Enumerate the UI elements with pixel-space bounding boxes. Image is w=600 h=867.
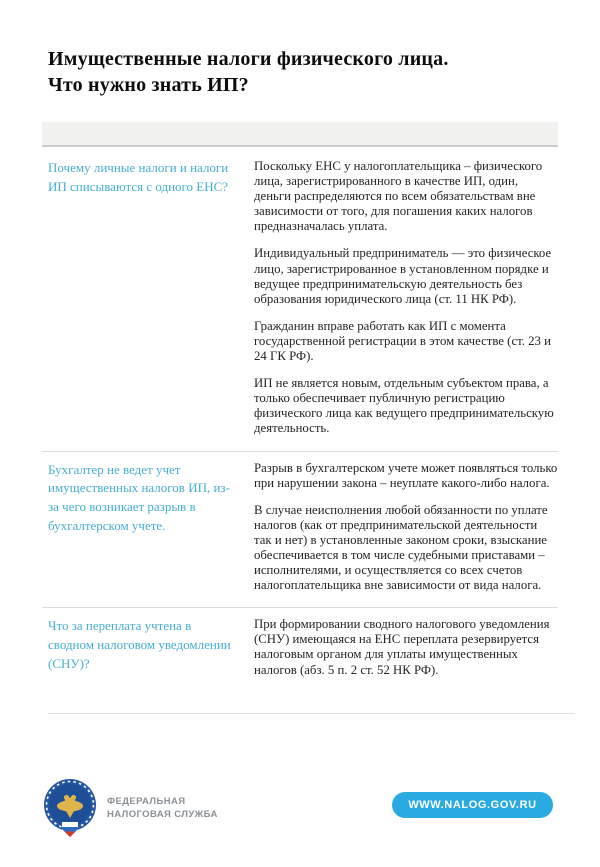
- header-bar: [42, 122, 558, 147]
- qa-row-3: [42, 607, 558, 691]
- page-title-line1: Имущественные налоги физического лица.: [48, 48, 449, 70]
- answer-2-paragraph-1: Разрыв в бухгалтерском учете может появляться только при нарушении закона – неуплате какого-либо налога.: [254, 460, 558, 490]
- answer-2-paragraph-2: В случае неисполнения любой обязанности по уплате налогов (как от предпринимательской деятельности так и нет) в установленные законом сроки, взыскание обеспечивается в том числе судебными приставами – исполнителями, и осуществляется со всех счетов налогоплательщика вне зависимости от вида налога.: [254, 502, 548, 593]
- page-title: [48, 46, 548, 98]
- fns-emblem-icon: [43, 778, 99, 840]
- answer-1-paragraph-2: Индивидуальный предприниматель — это физическое лицо, зарегистрированное в установленном порядке и ведущее предпринимательскую деятельность без образования юридического лица (ст. 11 НК РФ).: [254, 246, 552, 306]
- qa-row-1: [42, 150, 558, 451]
- website-link-button[interactable]: WWW.NALOG.GOV.RU: [392, 792, 553, 818]
- answer-3: [254, 617, 558, 677]
- question-1: Почему личные налоги и налоги ИП списываются с одного ЕНС?: [48, 160, 229, 194]
- question-3: Что за переплата учтена в сводном налоговом уведомлении (СНУ)?: [48, 618, 231, 671]
- answer-1: [254, 159, 558, 437]
- agency-name: [107, 796, 218, 822]
- agency-name-line2: НАЛОГОВАЯ СЛУЖБА: [107, 808, 218, 820]
- agency-name-line1: ФЕДЕРАЛЬНАЯ: [107, 796, 186, 807]
- page-title-line2: Что нужно знать ИП?: [48, 74, 249, 96]
- fns-emblem-logo: [43, 778, 99, 845]
- answer-1-paragraph-3: Гражданин вправе работать как ИП с момента государственной регистрации в этом качестве (ст. 23 и 24 ГК РФ).: [254, 318, 551, 364]
- question-2: Бухгалтер не ведет учет имущественных налогов ИП, из-за чего возникает разрыв в бухгалтерском учете.: [48, 461, 230, 534]
- qa-row-2: [42, 451, 558, 608]
- qa-list: [42, 150, 558, 692]
- bottom-divider: [48, 713, 575, 714]
- answer-1-paragraph-4: ИП не является новым, отдельным субъектом права, а только обеспечивает публичную регистрацию физического лица как ведущего предпринимательскую деятельность.: [254, 376, 554, 436]
- answer-1-paragraph-1: Поскольку ЕНС у налогоплательщика – физического лица, зарегистрированного в качестве ИП, один, деньги распределяются по всем обязательствам вне зависимости от того, для погашения каких налогов предназначалась уплата.: [254, 159, 543, 234]
- answer-3-paragraph-1: При формировании сводного налогового уведомления (СНУ) имеющаяся на ЕНС переплата резервируется налоговым органом для уплаты имущественных налогов (абз. 5 п. 2 ст. 52 НК РФ).: [254, 617, 550, 677]
- answer-2: [254, 461, 558, 594]
